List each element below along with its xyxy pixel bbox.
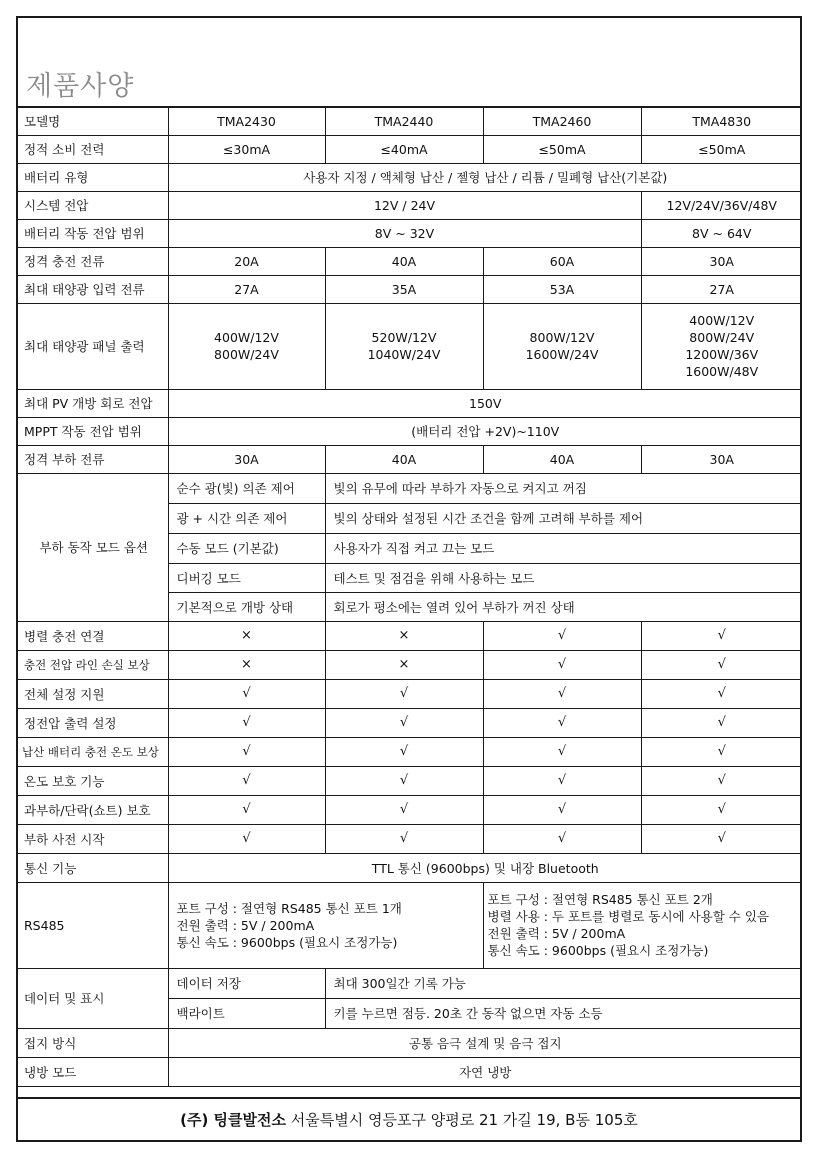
row-label: 데이터 및 표시	[16, 968, 168, 1028]
cell-value: ≤30mA	[168, 135, 325, 163]
row-feature	[16, 679, 802, 708]
row-max-input-current	[16, 275, 802, 303]
feature-mark: √	[325, 679, 483, 708]
row-label: 모델명	[16, 107, 168, 135]
line: 전원 출력 : 5V / 200mA	[176, 917, 315, 933]
cell-value: 30A	[641, 247, 802, 275]
feature-mark: √	[641, 621, 802, 650]
row-model	[16, 107, 802, 135]
cell-value: 30A	[641, 445, 802, 473]
row-max-panel-output	[16, 303, 802, 389]
cell-value: 20A	[168, 247, 325, 275]
line: 400W/12V	[689, 313, 755, 328]
feature-mark: √	[483, 621, 641, 650]
mode-desc: 빛의 상태와 설정된 시간 조건을 함께 고려해 부하를 제어	[325, 503, 802, 533]
line: 800W/24V	[689, 330, 755, 345]
feature-mark: √	[168, 766, 325, 795]
cell-value: 8V ~ 32V	[168, 219, 641, 247]
feature-mark: √	[325, 824, 483, 853]
feature-mark: √	[641, 795, 802, 824]
row-feature	[16, 737, 802, 766]
cell-value: 8V ~ 64V	[641, 219, 802, 247]
row-label: 정전압 출력 설정	[16, 708, 168, 737]
feature-mark: √	[641, 766, 802, 795]
feature-mark: √	[641, 679, 802, 708]
line: 포트 구성 : 절연형 RS485 통신 포트 1개	[176, 900, 402, 916]
row-label: 납산 배터리 충전 온도 보상	[16, 737, 168, 766]
line: 포트 구성 : 절연형 RS485 통신 포트 2개	[487, 892, 713, 907]
line: 통신 속도 : 9600bps (필요시 조정가능)	[176, 934, 398, 950]
cell-value	[641, 303, 802, 389]
feature-mark: ×	[325, 621, 483, 650]
feature-mark: √	[483, 708, 641, 737]
row-label: 충전 전압 라인 손실 보상	[16, 650, 168, 679]
company-name: (주) 팅클발전소	[180, 1111, 286, 1129]
rs485-spec-parallel	[483, 882, 802, 968]
row-rs485	[16, 882, 802, 968]
row-label: 최대 PV 개방 회로 전압	[16, 389, 168, 417]
cell-value	[325, 303, 483, 389]
cell-value	[168, 303, 325, 389]
row-mppt-range	[16, 417, 802, 445]
cell-value: ≤50mA	[483, 135, 641, 163]
cell-value: ≤40mA	[325, 135, 483, 163]
feature-mark: √	[483, 766, 641, 795]
cell-value: 40A	[483, 445, 641, 473]
feature-mark: √	[325, 708, 483, 737]
page-title: 제품사양	[26, 71, 135, 102]
row-feature	[16, 824, 802, 853]
line: 병렬 사용 : 두 포트를 병렬로 동시에 사용할 수 있음	[487, 909, 769, 924]
line: 800W/12V	[529, 330, 595, 345]
cell-value: 27A	[641, 275, 802, 303]
line: 전원 출력 : 5V / 200mA	[487, 926, 626, 941]
feature-mark: √	[483, 679, 641, 708]
cell-value	[483, 303, 641, 389]
row-comm	[16, 853, 802, 882]
cell-value: 공통 음극 설계 및 음극 접지	[168, 1028, 802, 1057]
line: 400W/12V	[214, 330, 279, 345]
cell-value: 35A	[325, 275, 483, 303]
line: 통신 속도 : 9600bps (필요시 조정가능)	[487, 943, 709, 958]
row-cooling	[16, 1057, 802, 1086]
line: 1200W/36V	[685, 347, 759, 362]
model-name: TMA2430	[168, 107, 325, 135]
row-label: 정적 소비 전력	[16, 135, 168, 163]
feature-mark: √	[641, 650, 802, 679]
feature-mark: √	[483, 737, 641, 766]
row-label: 통신 기능	[16, 853, 168, 882]
item-desc: 최대 300일간 기록 가능	[325, 968, 802, 998]
row-label: 온도 보호 기능	[16, 766, 168, 795]
cell-value: ≤50mA	[641, 135, 802, 163]
row-label: 배터리 유형	[16, 163, 168, 191]
cell-value: TTL 통신 (9600bps) 및 내장 Bluetooth	[168, 853, 802, 882]
feature-mark: ×	[168, 621, 325, 650]
line: 1600W/24V	[525, 347, 599, 362]
feature-mark: √	[325, 737, 483, 766]
row-label: 병렬 충전 연결	[16, 621, 168, 650]
mode-name: 순수 광(빛) 의존 제어	[168, 473, 325, 503]
item-name: 데이터 저장	[168, 968, 325, 998]
cell-value: 자연 냉방	[168, 1057, 802, 1086]
feature-mark: √	[168, 824, 325, 853]
cell-value: 60A	[483, 247, 641, 275]
feature-mark: √	[168, 737, 325, 766]
row-label: 부하 동작 모드 옵션	[16, 473, 168, 621]
spec-table	[16, 106, 802, 1087]
feature-mark: √	[483, 824, 641, 853]
row-feature	[16, 766, 802, 795]
cell-value: 27A	[168, 275, 325, 303]
row-data-display	[16, 968, 802, 998]
row-label: 부하 사전 시작	[16, 824, 168, 853]
row-label: 전체 설정 지원	[16, 679, 168, 708]
cell-value: 30A	[168, 445, 325, 473]
feature-mark: √	[483, 650, 641, 679]
mode-name: 기본적으로 개방 상태	[168, 592, 325, 621]
line: 1600W/48V	[685, 364, 759, 379]
mode-name: 수동 모드 (기본값)	[168, 533, 325, 563]
row-label: 과부하/단락(쇼트) 보호	[16, 795, 168, 824]
feature-mark: √	[168, 795, 325, 824]
row-grounding	[16, 1028, 802, 1057]
cell-value: 150V	[168, 389, 802, 417]
feature-mark: √	[168, 708, 325, 737]
mode-desc: 회로가 평소에는 열려 있어 부하가 꺼진 상태	[325, 592, 802, 621]
row-label: 최대 태양광 입력 전류	[16, 275, 168, 303]
feature-mark: √	[168, 679, 325, 708]
row-feature	[16, 650, 802, 679]
feature-mark: √	[641, 737, 802, 766]
cell-value: 12V/24V/36V/48V	[641, 191, 802, 219]
line: 1040W/24V	[367, 347, 441, 362]
cell-value: 40A	[325, 445, 483, 473]
feature-mark: √	[483, 795, 641, 824]
row-load-mode	[16, 473, 802, 503]
cell-value: (배터리 전압 +2V)~110V	[168, 417, 802, 445]
row-charge-current	[16, 247, 802, 275]
mode-desc: 사용자가 직접 켜고 끄는 모드	[325, 533, 802, 563]
feature-mark: √	[325, 795, 483, 824]
row-pv-open-voltage	[16, 389, 802, 417]
footer	[16, 1097, 802, 1142]
row-standby	[16, 135, 802, 163]
feature-mark: ×	[325, 650, 483, 679]
row-label: 정격 충전 전류	[16, 247, 168, 275]
line: 800W/24V	[214, 347, 279, 362]
row-label: 접지 방식	[16, 1028, 168, 1057]
cell-value: 53A	[483, 275, 641, 303]
model-name: TMA2460	[483, 107, 641, 135]
row-battery-type	[16, 163, 802, 191]
mode-name: 디버깅 모드	[168, 563, 325, 592]
feature-mark: √	[641, 824, 802, 853]
company-address: 서울특별시 영등포구 양평로 21 가길 19, B동 105호	[286, 1111, 638, 1129]
cell-value: 12V / 24V	[168, 191, 641, 219]
line: 520W/12V	[371, 330, 437, 345]
feature-mark: √	[641, 708, 802, 737]
item-name: 백라이트	[168, 998, 325, 1028]
row-feature	[16, 621, 802, 650]
rs485-spec-standard	[168, 882, 483, 968]
item-desc: 키를 누르면 점등. 20초 간 동작 없으면 자동 소등	[325, 998, 802, 1028]
row-label: MPPT 작동 전압 범위	[16, 417, 168, 445]
cell-value: 사용자 지정 / 액체형 납산 / 젤형 납산 / 리튬 / 밀폐형 납산(기본값)	[168, 163, 802, 191]
mode-desc: 테스트 및 점검을 위해 사용하는 모드	[325, 563, 802, 592]
mode-name: 광 + 시간 의존 제어	[168, 503, 325, 533]
row-label: RS485	[16, 882, 168, 968]
row-label: 냉방 모드	[16, 1057, 168, 1086]
model-name: TMA4830	[641, 107, 802, 135]
mode-desc: 빛의 유무에 따라 부하가 자동으로 켜지고 꺼짐	[325, 473, 802, 503]
row-feature	[16, 795, 802, 824]
row-label: 최대 태양광 패널 출력	[16, 303, 168, 389]
feature-mark: √	[325, 766, 483, 795]
cell-value: 40A	[325, 247, 483, 275]
row-load-current	[16, 445, 802, 473]
row-battery-range	[16, 219, 802, 247]
feature-mark: ×	[168, 650, 325, 679]
model-name: TMA2440	[325, 107, 483, 135]
row-label: 시스템 전압	[16, 191, 168, 219]
row-label: 정격 부하 전류	[16, 445, 168, 473]
row-feature	[16, 708, 802, 737]
row-label: 배터리 작동 전압 범위	[16, 219, 168, 247]
row-system-voltage	[16, 191, 802, 219]
